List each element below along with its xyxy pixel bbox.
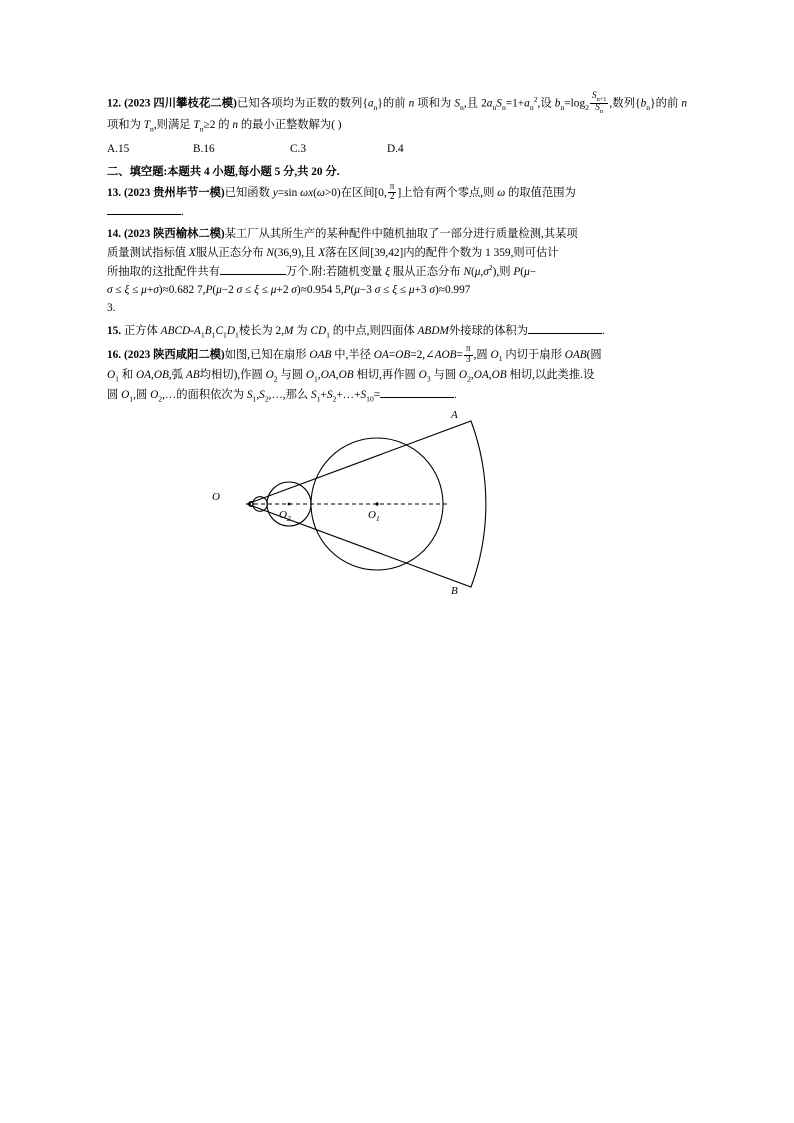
question-12-sn: S — [454, 97, 461, 110]
question-15-text-1: 正方体 — [123, 324, 161, 337]
figure-label-O2 — [279, 509, 291, 523]
question-15 — [107, 322, 687, 342]
figure-label-O: O — [212, 491, 220, 504]
question-16-line2-j: 与圆 — [430, 368, 459, 381]
question-12-source: (2023 四川攀枝花二模) — [124, 97, 237, 110]
option-a[interactable]: A.15 — [107, 142, 130, 155]
question-14-xi2: ξ — [124, 284, 130, 297]
question-14-line2-c: (36,9),且 — [273, 246, 319, 259]
question-13-paren: ( — [313, 186, 317, 199]
question-13-frac-num: π — [389, 181, 395, 192]
question-14-mu7: μ — [408, 284, 415, 297]
figure-label-O2-sub: 2 — [286, 514, 291, 524]
question-16-OA4: OA — [473, 368, 489, 381]
question-16-answer-blank[interactable] — [380, 387, 454, 398]
question-12-log-base: 2 — [585, 102, 589, 112]
question-12-text-5: ,设 — [537, 97, 555, 110]
question-14-line3-a: 所抽取的这批配件共有 — [107, 265, 220, 278]
question-14-P3: P — [343, 284, 351, 297]
question-12-eq-a-sub: n — [492, 102, 497, 112]
question-14-mu3: μ — [141, 284, 147, 297]
question-16-line1-g: 内切于扇形 — [502, 349, 565, 362]
question-16-O1b: O — [305, 368, 315, 381]
question-16-line3-a: 圆 — [107, 388, 122, 401]
question-16-S1-sub: 1 — [252, 393, 257, 403]
question-13-text-4: 的取值范围为 — [505, 186, 576, 199]
question-15-cube-sub4: 1 — [235, 329, 239, 339]
question-14-minus-3: −3 — [359, 284, 375, 297]
question-14-paren-3: ( — [350, 284, 355, 297]
question-15-text-2: 棱长为 2, — [238, 324, 285, 337]
question-12-text-11: ≥2 的 — [203, 118, 233, 131]
question-16-S2b: S — [326, 388, 333, 401]
question-15-cube-d: D — [226, 324, 235, 337]
question-16-OB3: OB — [338, 368, 354, 381]
question-15-cube-sub1: 1 — [200, 329, 205, 339]
question-16-O1b-start: O — [107, 368, 116, 381]
question-16-line1-f: ,圆 — [473, 349, 491, 362]
question-14-sigma2: σ — [153, 284, 159, 297]
question-16-line1-a: 如图,已知在扇形 — [224, 349, 310, 362]
question-16-S1: S — [246, 388, 253, 401]
question-12-n3: n — [232, 118, 238, 131]
question-12-text-3: 项和为 — [414, 97, 455, 110]
question-12-frac-den-sub: n — [599, 108, 604, 116]
question-16-O1b-sub: 1 — [314, 374, 318, 384]
question-16-OB4: OB — [491, 368, 507, 381]
center-point-O2 — [288, 503, 291, 506]
question-12-an-sub: n — [373, 102, 378, 112]
question-16-source: (2023 陕西咸阳二模) — [123, 349, 225, 362]
question-15-ABDM: ABDM — [417, 324, 449, 337]
question-16-O3-sub: 3 — [426, 374, 431, 384]
question-13-source: (2023 贵州毕节一模) — [123, 186, 225, 199]
question-15-CD-sub: 1 — [326, 329, 330, 339]
question-14-line3-d: ( — [470, 265, 475, 278]
question-14-answer-blank[interactable] — [220, 264, 286, 275]
question-12-number: 12. — [107, 97, 122, 110]
question-16-line3-e: ,…,那么 — [268, 388, 312, 401]
figure-label-A: A — [451, 409, 458, 422]
question-12-text-7: ,数列{ — [609, 97, 641, 110]
question-12-tn: T — [143, 118, 151, 131]
question-15-tail: . — [602, 324, 605, 337]
question-12-n1: n — [408, 97, 415, 110]
question-16-line1-b: 中,半径 — [331, 349, 374, 362]
question-12-sn-sub: n — [460, 102, 464, 112]
question-16-OAB2: OAB — [564, 349, 587, 362]
question-14-mu2: μ — [524, 265, 530, 278]
question-14-plus-1: + — [146, 284, 154, 297]
option-b[interactable]: B.16 — [193, 142, 215, 155]
question-16-O2c: O — [150, 388, 159, 401]
question-14-val-1: )≈0.682 7, — [158, 284, 206, 297]
question-15-M: M — [284, 324, 294, 337]
question-14-sigma5: σ — [374, 284, 381, 297]
figure-label-O1-letter: O — [368, 509, 376, 522]
question-13-sin: =sin — [277, 186, 301, 199]
question-16-comma-1: , — [151, 368, 154, 381]
question-14-line1: 某工厂从其所生产的某种配件中随机抽取了一部分进行质量检测,其某项 — [224, 228, 578, 241]
question-12-bn2-sub: n — [646, 102, 651, 112]
question-14-sigma-a: σ — [107, 284, 113, 297]
question-14-N2: N — [463, 265, 471, 278]
question-12-text-2: }的前 — [377, 97, 409, 110]
question-13-text-2: 在区间[0, — [340, 186, 387, 199]
question-14-X1: X — [188, 246, 196, 259]
question-14-line3-c: 服从正态分布 — [390, 265, 464, 278]
question-15-text-3: 为 — [293, 324, 311, 337]
question-16-O2: O — [265, 368, 274, 381]
question-14-val-2: )≈0.954 5, — [296, 284, 344, 297]
question-14-line2-d: 落在区间[39,42]内的配件个数为 1 359,则可估计 — [325, 246, 559, 259]
question-14-number: 14. — [107, 228, 122, 241]
figure-label-O1 — [368, 509, 380, 523]
question-13-tail: . — [181, 206, 184, 219]
question-14-line3-b: 万个.附:若随机变量 — [285, 265, 386, 278]
question-12-log: =log — [564, 97, 586, 110]
question-16-S2b-sub: 2 — [332, 393, 337, 403]
question-14-val-3: )≈0.997 — [434, 284, 471, 297]
question-12-frac-den — [590, 104, 608, 115]
question-16-O1b-start-sub: 1 — [115, 374, 120, 384]
question-16-O1c: O — [121, 388, 130, 401]
question-14-mu4: μ — [216, 284, 222, 297]
question-14-minus-2: −2 — [221, 284, 237, 297]
question-16-AOB: AOB — [434, 349, 457, 362]
question-16-OAB1: OAB — [309, 349, 332, 362]
question-16-line2-f: 与圆 — [277, 368, 306, 381]
question-13-answer-blank[interactable] — [107, 205, 181, 216]
question-16-S2: S — [259, 388, 265, 401]
question-13-fraction — [388, 183, 397, 203]
question-12 — [107, 92, 687, 136]
question-16-line1-d: =2,∠ — [410, 349, 435, 362]
question-16-O2b: O — [458, 368, 468, 381]
question-12-text-9: 项和为 — [107, 118, 144, 131]
question-12-an: a — [367, 97, 374, 110]
question-14-line3-i: − — [529, 265, 537, 278]
question-13-y: y — [272, 186, 278, 199]
question-12-eq-equals: =1+ — [505, 97, 525, 110]
question-16-OA1: OA — [373, 349, 389, 362]
question-12-bn2: b — [640, 97, 647, 110]
question-16-number: 16. — [107, 349, 122, 362]
question-16-line3-b: ,圆 — [133, 388, 151, 401]
question-12-bn-sub: n — [560, 102, 565, 112]
question-16-line2-m: 相切,以此类推.设 — [506, 368, 595, 381]
question-16-comma-3: , — [335, 368, 339, 381]
question-14-le-3: ≤ — [242, 284, 255, 297]
option-c[interactable]: C.3 — [290, 142, 307, 155]
question-16-line1-h: (圆 — [586, 349, 602, 362]
question-13-text-1: 已知函数 — [224, 186, 273, 199]
question-16-S1b-sub: 1 — [316, 393, 321, 403]
question-15-cube-sub3: 1 — [222, 329, 227, 339]
question-15-text-5: 外接球的体积为 — [448, 324, 528, 337]
question-12-tn2: T — [193, 118, 200, 131]
question-13-omega2: ω — [316, 186, 325, 199]
question-14-mu6: μ — [354, 284, 360, 297]
question-16-comma-5: , — [488, 368, 492, 381]
question-13-gt: >0) — [324, 186, 341, 199]
question-12-eq-a2-sup: 2 — [533, 94, 538, 104]
question-14-paren-2: ( — [212, 284, 217, 297]
question-16-plus-b: +…+ — [336, 388, 361, 401]
question-16-OA3: OA — [320, 368, 336, 381]
question-15-text-4: 的中点,则四面体 — [329, 324, 418, 337]
question-13-omega3: ω — [497, 186, 506, 199]
question-12-fraction — [590, 92, 608, 116]
question-14-mu5: μ — [270, 284, 277, 297]
question-14-sigma1-sup: 2 — [488, 263, 493, 272]
question-16-O1-sub: 1 — [498, 354, 503, 364]
question-16 — [107, 345, 687, 405]
question-16-O1: O — [490, 349, 499, 362]
question-16-S2-sub: 2 — [264, 393, 269, 403]
question-12-text-12: 的最小正整数解为( ) — [238, 118, 342, 131]
question-14-xi3: ξ — [254, 284, 259, 297]
question-16-line2-d: ,弧 — [168, 368, 186, 381]
question-16-tail: . — [454, 388, 457, 401]
question-12-bn: b — [554, 97, 561, 110]
question-16-line2-e: 均相切),作圆 — [199, 368, 266, 381]
question-16-OB1: OB — [395, 349, 411, 362]
question-14-line3-h: ( — [520, 265, 525, 278]
question-16-eq2: = — [456, 349, 463, 362]
question-14-plus-3: +3 — [414, 284, 430, 297]
question-12-text-10: ,则满足 — [153, 118, 194, 131]
figure-label-O1-sub: 1 — [375, 514, 380, 524]
question-16-S1b: S — [311, 388, 317, 401]
question-12-frac-num-s: S — [591, 91, 597, 101]
question-16-O1c-sub: 1 — [129, 393, 134, 403]
question-13 — [107, 183, 687, 222]
question-12-frac-num-sub: n+1 — [596, 95, 607, 103]
question-14-line2-a: 质量测试指标值 — [107, 246, 189, 259]
question-16-O2c-sub: 2 — [158, 393, 163, 403]
question-13-x: x — [308, 186, 314, 199]
question-12-tn-sub: n — [150, 124, 154, 134]
question-16-figure — [107, 409, 687, 621]
question-13-text-3: ]上恰有两个零点,则 — [397, 186, 498, 199]
question-14-N1: N — [266, 246, 274, 259]
question-14-le-6: ≤ — [397, 284, 409, 297]
question-14-le-4: ≤ — [258, 284, 271, 297]
question-16-line2-b: 和 — [119, 368, 136, 381]
question-12-text-4: ,且 2 — [463, 97, 487, 110]
question-15-cube: ABCD-A — [160, 324, 201, 337]
question-12-text-1: 已知各项均为正数的数列{ — [236, 97, 368, 110]
question-15-number: 15. — [107, 324, 122, 337]
question-16-O2-sub: 2 — [273, 374, 278, 384]
question-14-sigma6: σ — [429, 284, 435, 297]
question-16-eq1: = — [388, 349, 396, 362]
question-16-line3-c: ,…的面积依次为 — [162, 388, 247, 401]
question-12-eq-a2-sub: n — [529, 102, 534, 112]
question-14-source: (2023 陕西榆林二模) — [123, 228, 225, 241]
question-12-eq-s-sub: n — [501, 102, 506, 112]
center-point-O1 — [375, 503, 378, 506]
question-12-eq-a: a — [486, 97, 493, 110]
question-16-OA2: OA — [135, 368, 152, 381]
question-14-P1: P — [513, 265, 521, 278]
question-16-frac-den: 3 — [465, 355, 471, 366]
figure-label-O2-letter: O — [279, 509, 287, 522]
question-14-line3-e: , — [480, 265, 484, 278]
question-15-cube-c: C — [215, 324, 223, 337]
question-12-n2: n — [681, 97, 687, 110]
question-13-number: 13. — [107, 186, 122, 199]
question-16-eq3: = — [373, 388, 381, 401]
question-14-line3-g: ),则 — [492, 265, 514, 278]
section-header: 二、填空题:本题共 4 小题,每小题 5 分,共 20 分. — [107, 165, 340, 178]
question-12-frac-den-s: S — [595, 103, 600, 114]
question-15-answer-blank[interactable] — [528, 323, 602, 334]
question-16-comma-2: , — [317, 368, 321, 381]
question-14-xi1: ξ — [385, 265, 390, 278]
content-column — [107, 92, 687, 621]
question-16-line2-i: 相切,再作圆 — [353, 368, 419, 381]
question-14-line5: 3. — [107, 302, 116, 315]
question-14-mu1: μ — [474, 265, 481, 278]
question-12-eq-a2: a — [524, 97, 530, 110]
question-14-le-5: ≤ — [380, 284, 393, 297]
question-12-options — [107, 140, 687, 158]
question-14-sigma3: σ — [236, 284, 243, 297]
question-15-cube-b: B — [204, 324, 212, 337]
question-13-frac-den: 2 — [389, 192, 395, 203]
question-12-tn2-sub: n — [199, 124, 204, 134]
question-14-plus-2: +2 — [276, 284, 292, 297]
question-12-eq-s: S — [496, 97, 502, 110]
question-16-OB2: OB — [153, 368, 169, 381]
question-12-text-8: }的前 — [650, 97, 682, 110]
question-13-omega: ω — [300, 186, 309, 199]
question-14-le-2: ≤ — [129, 284, 142, 297]
question-16-S10: S — [360, 388, 367, 401]
question-16-O3: O — [418, 368, 427, 381]
question-16-AB: AB — [185, 368, 200, 381]
question-15-cube-sub2: 1 — [211, 329, 216, 339]
question-14-sigma1: σ — [483, 265, 489, 278]
question-14-line2-b: 服从正态分布 — [195, 246, 267, 259]
question-16-O2b-sub: 2 — [467, 374, 471, 384]
question-16-plus-a: + — [320, 388, 327, 401]
question-14-sigma4: σ — [291, 284, 297, 297]
question-15-CD: CD — [310, 324, 327, 337]
question-16-S10-sub: 10 — [366, 393, 374, 403]
question-16-comma-4: , — [470, 368, 474, 381]
option-d[interactable]: D.4 — [387, 142, 404, 155]
question-14-P2: P — [205, 284, 213, 297]
question-14-le-1: ≤ — [112, 284, 125, 297]
question-14 — [107, 225, 687, 317]
figure-label-B: B — [451, 585, 458, 598]
question-16-fraction — [464, 345, 473, 365]
question-16-frac-num: π — [465, 344, 471, 355]
question-14-xi4: ξ — [392, 284, 398, 297]
question-16-comma-6: , — [256, 388, 260, 401]
question-14-X2: X — [318, 246, 326, 259]
